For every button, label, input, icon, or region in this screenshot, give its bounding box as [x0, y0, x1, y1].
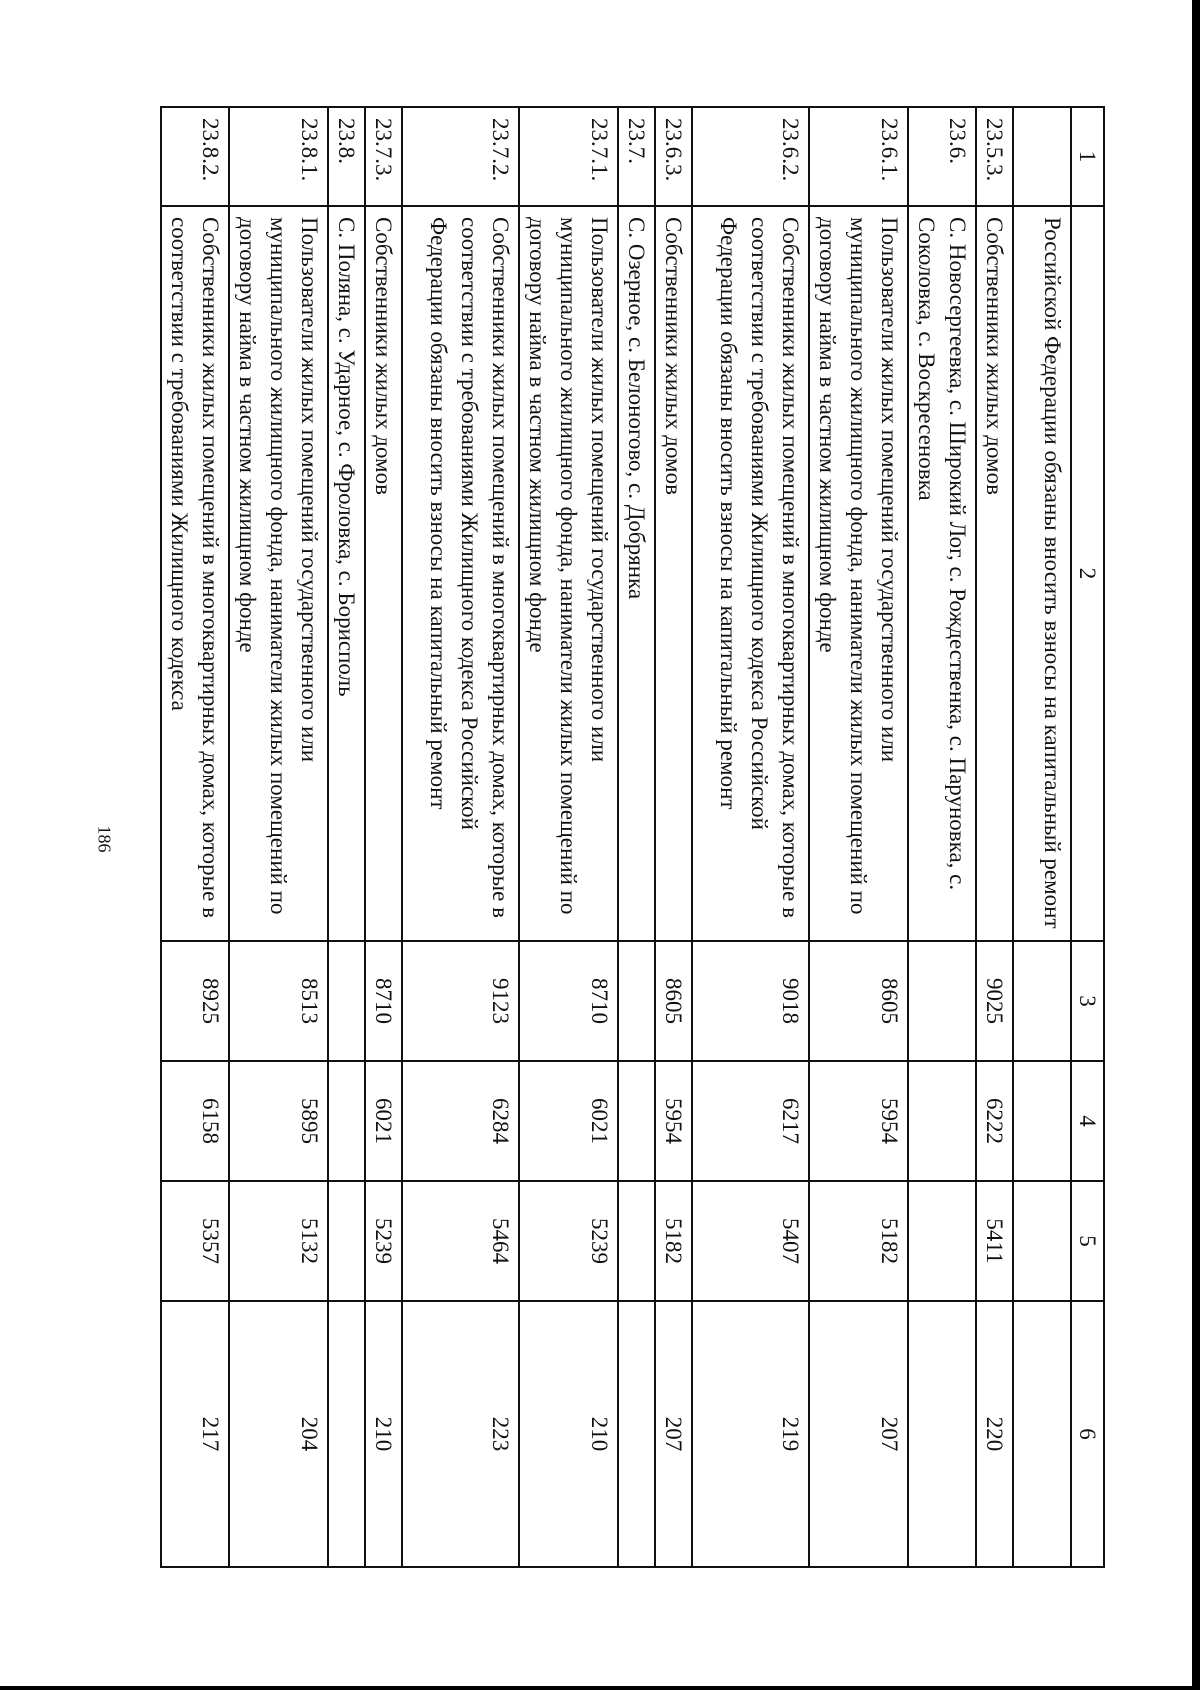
value-col6	[1013, 1301, 1071, 1567]
rotated-table-wrapper	[167, 106, 1105, 1566]
value-col5	[1013, 1181, 1071, 1301]
value-col6: 220	[976, 1301, 1013, 1567]
value-col6: 207	[809, 1301, 908, 1567]
row-code: 23.6.2.	[692, 107, 809, 206]
column-header: 4	[1071, 1061, 1104, 1181]
value-col5: 5239	[519, 1181, 618, 1301]
table-row	[402, 107, 519, 1567]
row-code: 23.7.	[618, 107, 655, 206]
value-col4	[618, 1061, 655, 1181]
row-code: 23.6.3.	[655, 107, 692, 206]
value-col6: 223	[402, 1301, 519, 1567]
value-col4: 6021	[519, 1061, 618, 1181]
value-col3: 8605	[809, 941, 908, 1061]
value-col4	[328, 1061, 365, 1181]
row-description: Собственники жилых помещений в многоквартирных домах, которые в соответствии с требованиями Жилищного кодекса	[161, 206, 229, 941]
value-col3	[1013, 941, 1071, 1061]
row-code: 23.6.	[908, 107, 976, 206]
column-header: 2	[1071, 206, 1104, 941]
value-col3: 9123	[402, 941, 519, 1061]
row-code: 23.7.3.	[365, 107, 402, 206]
value-col4: 6284	[402, 1061, 519, 1181]
value-col5: 5464	[402, 1181, 519, 1301]
value-col6	[908, 1301, 976, 1567]
row-description: Собственники жилых домов	[655, 206, 692, 941]
row-description: Пользователи жилых помещений государственного или муниципального жилищного фонда, наниматели жилых помещений по договору найма в частном жилищном фонде	[519, 206, 618, 941]
value-col6: 219	[692, 1301, 809, 1567]
value-col6: 217	[161, 1301, 229, 1567]
value-col4	[908, 1061, 976, 1181]
value-col5	[908, 1181, 976, 1301]
table-row	[1013, 107, 1071, 1567]
row-code: 23.6.1.	[809, 107, 908, 206]
table-row	[519, 107, 618, 1567]
value-col4: 5954	[809, 1061, 908, 1181]
value-col4: 5954	[655, 1061, 692, 1181]
value-col5: 5182	[655, 1181, 692, 1301]
value-col6: 210	[365, 1301, 402, 1567]
row-description: С. Озерное, с. Белоногово, с. Добрянка	[618, 206, 655, 941]
column-header: 5	[1071, 1181, 1104, 1301]
value-col5	[328, 1181, 365, 1301]
value-col3: 8605	[655, 941, 692, 1061]
column-header: 1	[1071, 107, 1104, 206]
value-col5: 5357	[161, 1181, 229, 1301]
value-col4: 6158	[161, 1061, 229, 1181]
table-row	[809, 107, 908, 1567]
value-col3	[908, 941, 976, 1061]
value-col3: 9025	[976, 941, 1013, 1061]
row-description: Российской Федерации обязаны вносить взносы на капитальный ремонт	[1013, 206, 1071, 941]
value-col4: 5895	[229, 1061, 328, 1181]
row-description: Собственники жилых помещений в многоквартирных домах, которые в соответствии с требованиями Жилищного кодекса Российской Федерации обязаны вносить взносы на капитальный ремонт	[692, 206, 809, 941]
page-number: 186	[94, 825, 115, 853]
value-col3: 9018	[692, 941, 809, 1061]
value-col4: 6222	[976, 1061, 1013, 1181]
row-code: 23.8.2.	[161, 107, 229, 206]
value-col4: 6021	[365, 1061, 402, 1181]
row-code: 23.7.2.	[402, 107, 519, 206]
header-row	[1071, 107, 1104, 1567]
value-col3: 8513	[229, 941, 328, 1061]
table-row	[655, 107, 692, 1567]
row-description: Пользователи жилых помещений государственного или муниципального жилищного фонда, наниматели жилых помещений по договору найма в частном жилищном фонде	[229, 206, 328, 941]
value-col3: 8925	[161, 941, 229, 1061]
table-row	[229, 107, 328, 1567]
tariff-table	[160, 106, 1105, 1568]
value-col3	[328, 941, 365, 1061]
row-description: С. Поляна, с. Ударное, с. Фроловка, с. Борисполь	[328, 206, 365, 941]
value-col3: 8710	[365, 941, 402, 1061]
value-col5: 5407	[692, 1181, 809, 1301]
row-description: Собственники жилых домов	[365, 206, 402, 941]
value-col5	[618, 1181, 655, 1301]
value-col5: 5132	[229, 1181, 328, 1301]
row-description: Пользователи жилых помещений государственного или муниципального жилищного фонда, наниматели жилых помещений по договору найма в частном жилищном фонде	[809, 206, 908, 941]
row-description: С. Новосергеевка, с. Широкий Лог, с. Рождественка, с. Паруновка, с. Соколовка, с. Воскресеновка	[908, 206, 976, 941]
value-col3: 8710	[519, 941, 618, 1061]
table-row	[365, 107, 402, 1567]
column-header: 3	[1071, 941, 1104, 1061]
row-code: 23.8.1.	[229, 107, 328, 206]
scan-border-right	[1192, 0, 1200, 1690]
column-header: 6	[1071, 1301, 1104, 1567]
value-col5: 5411	[976, 1181, 1013, 1301]
table-row	[692, 107, 809, 1567]
value-col6: 207	[655, 1301, 692, 1567]
row-code: 23.7.1.	[519, 107, 618, 206]
value-col6	[328, 1301, 365, 1567]
table-row	[908, 107, 976, 1567]
value-col6	[618, 1301, 655, 1567]
value-col3	[618, 941, 655, 1061]
row-code: 23.5.3.	[976, 107, 1013, 206]
table-row	[328, 107, 365, 1567]
table-row	[161, 107, 229, 1567]
row-description: Собственники жилых домов	[976, 206, 1013, 941]
value-col5: 5239	[365, 1181, 402, 1301]
value-col4	[1013, 1061, 1071, 1181]
value-col6: 210	[519, 1301, 618, 1567]
table-row	[976, 107, 1013, 1567]
row-code: 23.8.	[328, 107, 365, 206]
table-row	[618, 107, 655, 1567]
row-description: Собственники жилых помещений в многоквартирных домах, которые в соответствии с требованиями Жилищного кодекса Российской Федерации обязаны вносить взносы на капитальный ремонт	[402, 206, 519, 941]
scan-border-bottom	[0, 1686, 1200, 1690]
value-col6: 204	[229, 1301, 328, 1567]
value-col4: 6217	[692, 1061, 809, 1181]
row-code	[1013, 107, 1071, 206]
value-col5: 5182	[809, 1181, 908, 1301]
